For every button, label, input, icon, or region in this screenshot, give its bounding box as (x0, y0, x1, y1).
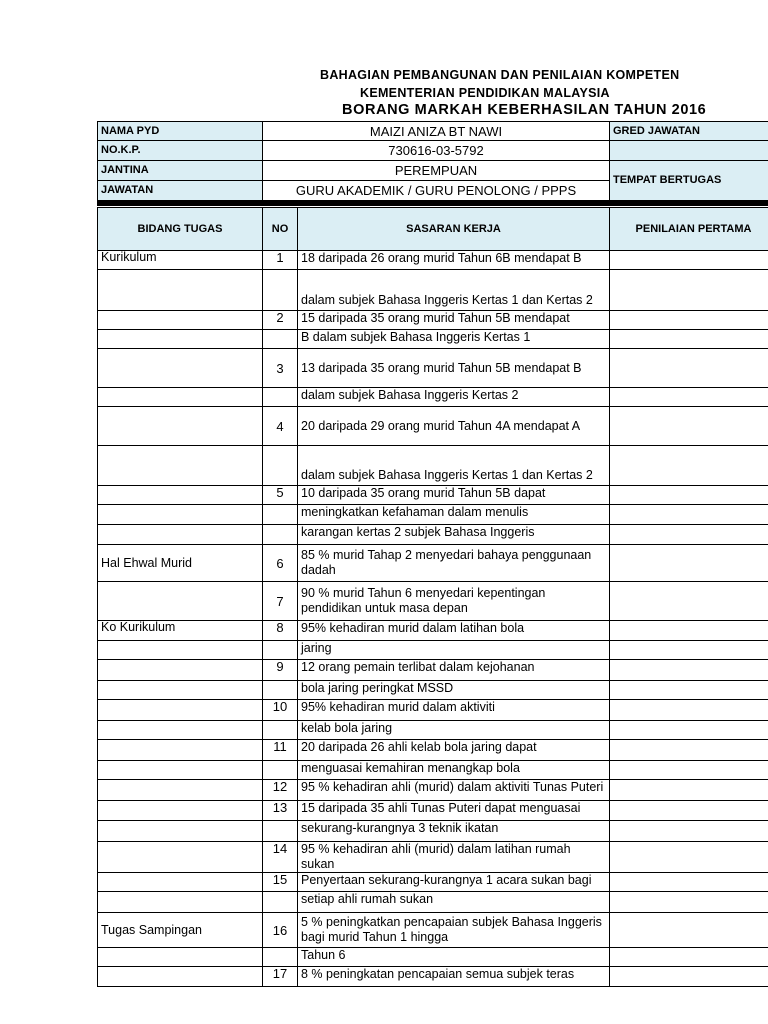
table-row (98, 721, 768, 740)
sasaran-cell: 12 orang pemain terlibat dalam kejohanan (298, 660, 610, 681)
penilaian-cell (610, 486, 768, 505)
sasaran-cell: bola jaring peringkat MSSD (298, 681, 610, 700)
penilaian-cell (610, 892, 768, 913)
no-cell: 7 (263, 582, 298, 621)
bidang-cell: Hal Ehwal Murid (98, 545, 263, 582)
table-row (98, 660, 768, 681)
sasaran-cell: meningkatkan kefahaman dalam menulis (298, 505, 610, 525)
table-row (98, 842, 768, 873)
sasaran-cell: dalam subjek Bahasa Inggeris Kertas 2 (298, 388, 610, 407)
no-cell: 15 (263, 873, 298, 892)
penilaian-cell (610, 311, 768, 330)
form-title: BORANG MARKAH KEBERHASILAN TAHUN 2016 (342, 102, 707, 118)
sasaran-cell: 85 % murid Tahap 2 menyedari bahaya penggunaan dadah (298, 545, 610, 582)
table-row (98, 525, 768, 545)
sasaran-cell: 95% kehadiran murid dalam latihan bola (298, 621, 610, 641)
penilaian-cell (610, 761, 768, 780)
header-bidang: BIDANG TUGAS (98, 208, 263, 251)
penilaian-cell (610, 641, 768, 660)
penilaian-cell (610, 407, 768, 446)
table-row (98, 545, 768, 582)
bidang-cell (98, 821, 263, 842)
sasaran-cell: 15 daripada 35 orang murid Tahun 5B mendapat (298, 311, 610, 330)
no-cell: 2 (263, 311, 298, 330)
no-cell: 10 (263, 700, 298, 721)
nama-value: MAIZI ANIZA BT NAWI (263, 122, 610, 141)
no-cell: 5 (263, 486, 298, 505)
table-row (98, 780, 768, 801)
bidang-cell: Kurikulum (98, 251, 263, 270)
no-cell (263, 525, 298, 545)
bidang-cell (98, 700, 263, 721)
table-row (98, 892, 768, 913)
no-cell (263, 721, 298, 740)
no-cell: 6 (263, 545, 298, 582)
sasaran-cell: setiap ahli rumah sukan (298, 892, 610, 913)
bidang-cell (98, 967, 263, 987)
bidang-cell (98, 582, 263, 621)
sasaran-cell: sekurang-kurangnya 3 teknik ikatan (298, 821, 610, 842)
sasaran-cell: 20 daripada 29 orang murid Tahun 4A mendapat A (298, 407, 610, 446)
penilaian-cell (610, 621, 768, 641)
table-row (98, 251, 768, 270)
tempat-label: TEMPAT BERTUGAS (610, 161, 768, 201)
penilaian-cell (610, 660, 768, 681)
table-row (98, 621, 768, 641)
target-table (97, 207, 768, 987)
sasaran-cell: 18 daripada 26 orang murid Tahun 6B mendapat B (298, 251, 610, 270)
info-table (97, 121, 768, 201)
no-cell: 1 (263, 251, 298, 270)
sasaran-cell: Penyertaan sekurang-kurangnya 1 acara sukan bagi (298, 873, 610, 892)
table-row (98, 700, 768, 721)
sasaran-cell: 15 daripada 35 ahli Tunas Puteri dapat menguasai (298, 801, 610, 821)
table-row (98, 446, 768, 486)
penilaian-cell (610, 700, 768, 721)
sasaran-cell: karangan kertas 2 subjek Bahasa Inggeris (298, 525, 610, 545)
penilaian-cell (610, 721, 768, 740)
penilaian-cell (610, 873, 768, 892)
header-penilaian: PENILAIAN PERTAMA (610, 208, 768, 251)
sasaran-cell: jaring (298, 641, 610, 660)
no-cell: 9 (263, 660, 298, 681)
sasaran-cell: dalam subjek Bahasa Inggeris Kertas 1 dan Kertas 2 (298, 446, 610, 486)
no-cell (263, 641, 298, 660)
table-row (98, 270, 768, 311)
no-cell: 17 (263, 967, 298, 987)
bidang-cell (98, 873, 263, 892)
no-cell: 11 (263, 740, 298, 761)
table-row (98, 349, 768, 388)
bidang-cell (98, 801, 263, 821)
no-cell (263, 761, 298, 780)
sasaran-cell: 95% kehadiran murid dalam aktiviti (298, 700, 610, 721)
sasaran-cell: dalam subjek Bahasa Inggeris Kertas 1 dan Kertas 2 (298, 270, 610, 311)
table-row (98, 330, 768, 349)
penilaian-cell (610, 681, 768, 700)
bidang-cell (98, 721, 263, 740)
table-row (98, 761, 768, 780)
table-row (98, 821, 768, 842)
sasaran-cell: 8 % peningkatan pencapaian semua subjek teras (298, 967, 610, 987)
no-cell (263, 330, 298, 349)
bidang-cell: Ko Kurikulum (98, 621, 263, 641)
header-line-1: BAHAGIAN PEMBANGUNAN DAN PENILAIAN KOMPETEN (320, 68, 680, 82)
table-row (98, 641, 768, 660)
penilaian-cell (610, 388, 768, 407)
penilaian-cell (610, 967, 768, 987)
no-cell: 14 (263, 842, 298, 873)
bidang-cell (98, 330, 263, 349)
penilaian-cell (610, 780, 768, 801)
bidang-cell (98, 525, 263, 545)
no-cell: 4 (263, 407, 298, 446)
bidang-cell (98, 892, 263, 913)
bidang-cell (98, 681, 263, 700)
bidang-cell (98, 407, 263, 446)
bidang-cell (98, 641, 263, 660)
bidang-cell (98, 446, 263, 486)
nama-label: NAMA PYD (98, 122, 263, 141)
header-line-2: KEMENTERIAN PENDIDIKAN MALAYSIA (360, 86, 610, 100)
bidang-cell (98, 505, 263, 525)
no-cell (263, 446, 298, 486)
penilaian-cell (610, 913, 768, 948)
penilaian-cell (610, 270, 768, 311)
penilaian-cell (610, 801, 768, 821)
table-row (98, 311, 768, 330)
no-cell: 12 (263, 780, 298, 801)
table-row (98, 967, 768, 987)
no-cell (263, 948, 298, 967)
no-cell: 8 (263, 621, 298, 641)
jawatan-label: JAWATAN (98, 181, 263, 201)
bidang-cell (98, 486, 263, 505)
penilaian-cell (610, 545, 768, 582)
sasaran-cell: menguasai kemahiran menangkap bola (298, 761, 610, 780)
sasaran-cell: 90 % murid Tahun 6 menyedari kepentingan pendidikan untuk masa depan (298, 582, 610, 621)
bidang-cell (98, 660, 263, 681)
bidang-cell (98, 842, 263, 873)
table-row (98, 873, 768, 892)
bidang-cell (98, 740, 263, 761)
sasaran-cell: 95 % kehadiran ahli (murid) dalam latihan rumah sukan (298, 842, 610, 873)
penilaian-cell (610, 251, 768, 270)
bidang-cell: Tugas Sampingan (98, 913, 263, 948)
no-cell: 16 (263, 913, 298, 948)
sasaran-cell: 13 daripada 35 orang murid Tahun 5B mendapat B (298, 349, 610, 388)
table-row (98, 407, 768, 446)
sasaran-cell: 5 % peningkatkan pencapaian subjek Bahasa Inggeris bagi murid Tahun 1 hingga (298, 913, 610, 948)
table-row (98, 486, 768, 505)
table-row (98, 801, 768, 821)
jawatan-value: GURU AKADEMIK / GURU PENOLONG / PPPS (263, 181, 610, 201)
penilaian-cell (610, 505, 768, 525)
bidang-cell (98, 270, 263, 311)
penilaian-cell (610, 842, 768, 873)
penilaian-cell (610, 948, 768, 967)
table-row (98, 582, 768, 621)
bidang-cell (98, 388, 263, 407)
table-row (98, 913, 768, 948)
nokp-label: NO.K.P. (98, 141, 263, 161)
separator-bar (97, 200, 768, 206)
table-row (98, 948, 768, 967)
table-row (98, 388, 768, 407)
sasaran-cell: 95 % kehadiran ahli (murid) dalam aktiviti Tunas Puteri (298, 780, 610, 801)
penilaian-cell (610, 740, 768, 761)
table-row (98, 681, 768, 700)
no-cell (263, 270, 298, 311)
penilaian-cell (610, 525, 768, 545)
no-cell: 3 (263, 349, 298, 388)
header-sasaran: SASARAN KERJA (298, 208, 610, 251)
table-row (98, 505, 768, 525)
gred-label: GRED JAWATAN (610, 122, 768, 141)
bidang-cell (98, 311, 263, 330)
no-cell (263, 681, 298, 700)
bidang-cell (98, 948, 263, 967)
bidang-cell (98, 349, 263, 388)
no-cell: 13 (263, 801, 298, 821)
jantina-label: JANTINA (98, 161, 263, 181)
sasaran-cell: kelab bola jaring (298, 721, 610, 740)
penilaian-cell (610, 446, 768, 486)
header-no: NO (263, 208, 298, 251)
penilaian-cell (610, 821, 768, 842)
penilaian-cell (610, 349, 768, 388)
gred-value-cell (610, 141, 768, 161)
bidang-cell (98, 761, 263, 780)
sasaran-cell: 10 daripada 35 orang murid Tahun 5B dapat (298, 486, 610, 505)
no-cell (263, 388, 298, 407)
bidang-cell (98, 780, 263, 801)
sasaran-cell: B dalam subjek Bahasa Inggeris Kertas 1 (298, 330, 610, 349)
no-cell (263, 505, 298, 525)
no-cell (263, 892, 298, 913)
penilaian-cell (610, 330, 768, 349)
table-row (98, 740, 768, 761)
nokp-value: 730616-03-5792 (263, 141, 610, 161)
jantina-value: PEREMPUAN (263, 161, 610, 181)
sasaran-cell: Tahun 6 (298, 948, 610, 967)
no-cell (263, 821, 298, 842)
penilaian-cell (610, 582, 768, 621)
sasaran-cell: 20 daripada 26 ahli kelab bola jaring dapat (298, 740, 610, 761)
